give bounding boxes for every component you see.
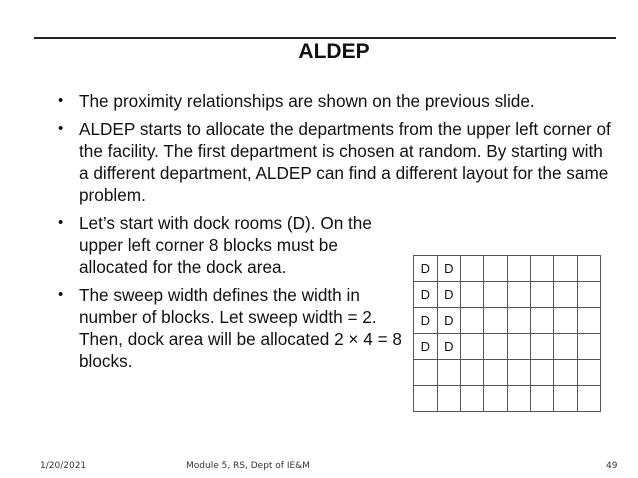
grid-cell (554, 256, 577, 282)
bullet-text: Let’s start with dock rooms (D). On the upper left corner 8 blocks must be allocated for the dock area. (79, 213, 372, 277)
grid-cell (484, 308, 507, 334)
grid-cell (531, 360, 554, 386)
grid-cell: D (437, 308, 461, 334)
grid-cell (484, 282, 507, 308)
grid-row (414, 282, 601, 308)
grid-row (414, 256, 601, 282)
grid-cell (507, 308, 530, 334)
bullet-dot-icon: • (58, 92, 64, 109)
grid-cell (437, 386, 461, 412)
bullet-dot-icon: • (58, 286, 64, 303)
bullet-dot-icon: • (58, 120, 64, 137)
grid-cell (577, 386, 600, 412)
grid-cell: D (437, 334, 461, 360)
bullet-item (52, 90, 612, 112)
bullet-text: The sweep width defines the width in number of blocks. Let sweep width = 2. Then, dock area will be allocated 2 × 4 = 8 blocks. (79, 285, 402, 371)
grid-cell (507, 334, 530, 360)
layout-grid (413, 255, 601, 412)
bullet-item (52, 284, 409, 372)
grid-cell (554, 360, 577, 386)
footer-source: Module 5, RS, Dept of IE&M (186, 461, 310, 471)
grid-cell (461, 256, 484, 282)
grid-cell (484, 334, 507, 360)
grid-cell (507, 256, 530, 282)
bullet-item (52, 212, 409, 278)
grid-cell (577, 334, 600, 360)
grid-row (414, 308, 601, 334)
grid-cell: D (414, 282, 438, 308)
bullet-text: ALDEP starts to allocate the departments from the upper left corner of the facility. The first department is chosen at random. By starting with a different department, ALDEP can find a different layout for the same problem. (79, 119, 611, 205)
grid-cell (484, 360, 507, 386)
grid-cell (461, 334, 484, 360)
grid-cell (461, 308, 484, 334)
grid-cell (484, 256, 507, 282)
grid-cell (554, 308, 577, 334)
bullet-item (52, 118, 612, 206)
grid-cell (577, 360, 600, 386)
grid-cell (554, 282, 577, 308)
title-rule (34, 37, 616, 39)
grid-cell (437, 360, 461, 386)
bullet-text: The proximity relationships are shown on the previous slide. (79, 91, 535, 111)
grid-cell (577, 282, 600, 308)
grid-row (414, 360, 601, 386)
grid-cell: D (437, 256, 461, 282)
grid-cell (531, 282, 554, 308)
grid-cell: D (414, 308, 438, 334)
grid-cell (531, 386, 554, 412)
grid-cell (577, 256, 600, 282)
grid-cell (484, 386, 507, 412)
grid-row (414, 334, 601, 360)
grid-cell (507, 282, 530, 308)
grid-cell (577, 308, 600, 334)
grid-cell (531, 256, 554, 282)
bullet-dot-icon: • (58, 214, 64, 231)
page-number: 49 (606, 461, 618, 471)
grid-row (414, 386, 601, 412)
grid-cell (414, 386, 438, 412)
grid-cell: D (414, 256, 438, 282)
grid-cell (461, 282, 484, 308)
grid-cell (461, 386, 484, 412)
grid-cell (461, 360, 484, 386)
grid-cell (554, 334, 577, 360)
footer-date: 1/20/2021 (40, 461, 87, 471)
grid-cell (531, 334, 554, 360)
grid-cell (531, 308, 554, 334)
grid-cell (507, 360, 530, 386)
grid-cell (414, 360, 438, 386)
grid-cell (554, 386, 577, 412)
grid-cell: D (414, 334, 438, 360)
grid-cell: D (437, 282, 461, 308)
grid-cell (507, 386, 530, 412)
slide-title: ALDEP (298, 40, 370, 63)
